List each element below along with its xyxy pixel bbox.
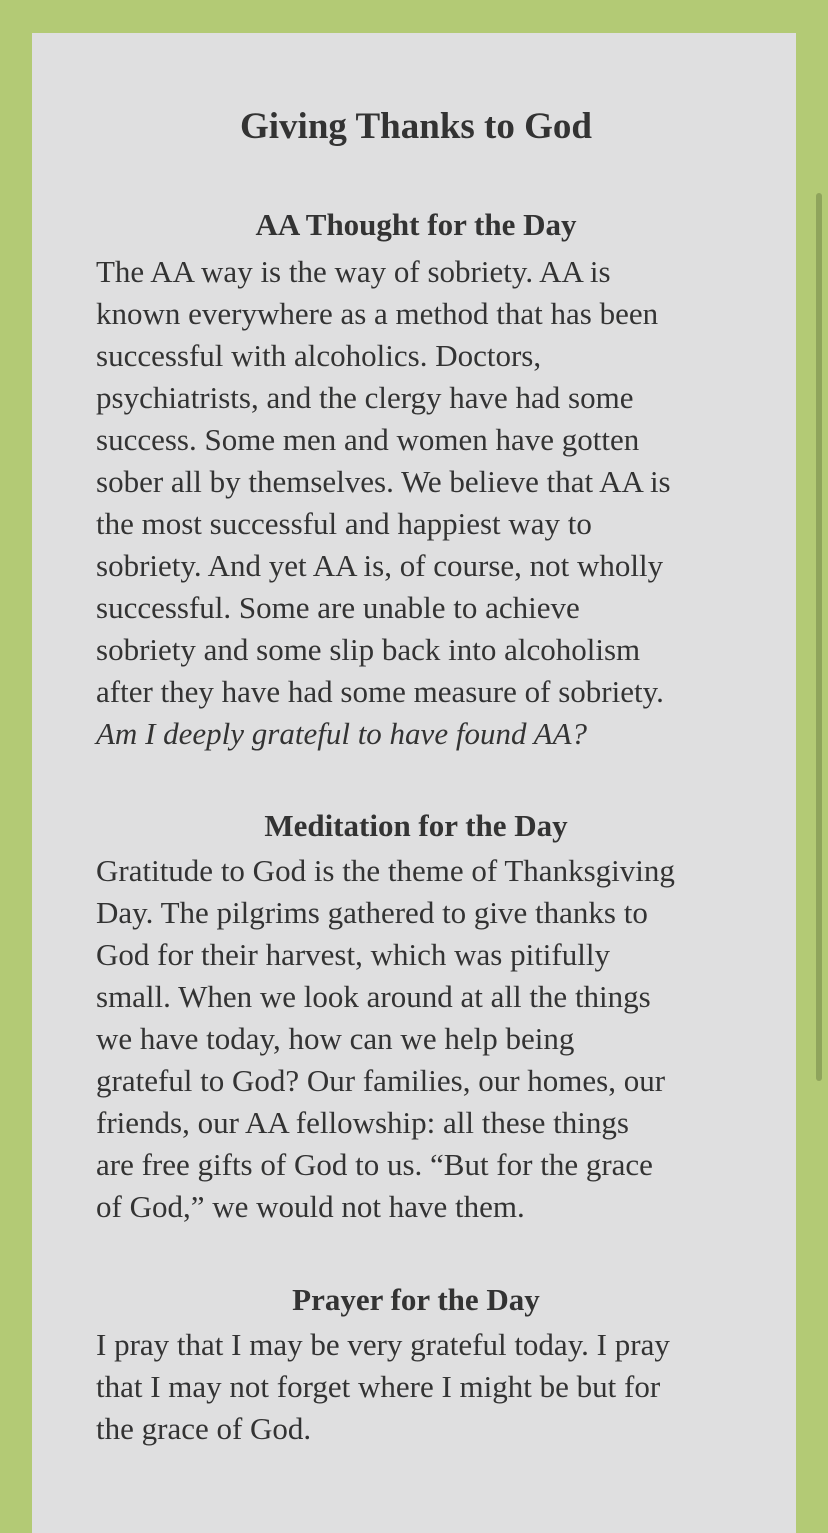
text-line: Gratitude to God is the theme of Thanksgiving — [96, 853, 675, 888]
text-line: I pray that I may be very grateful today. I pray — [96, 1327, 670, 1362]
text-line: small. When we look around at all the things — [96, 979, 651, 1014]
text-line: successful with alcoholics. Doctors, — [96, 338, 542, 373]
section-body-thought — [96, 251, 746, 755]
section-body-meditation — [96, 850, 746, 1228]
page-title: Giving Thanks to God — [240, 106, 592, 147]
reflection-question: Am I deeply grateful to have found AA? — [96, 716, 588, 751]
text-line: that I may not forget where I might be but for — [96, 1369, 661, 1404]
reading-card — [32, 33, 796, 1533]
text-line: sober all by themselves. We believe that AA is — [96, 464, 671, 499]
text-line: the most successful and happiest way to — [96, 506, 592, 541]
text-line: known everywhere as a method that has been — [96, 296, 659, 331]
text-line: successful. Some are unable to achieve — [96, 590, 580, 625]
text-line: we have today, how can we help being — [96, 1021, 575, 1056]
text-line: are free gifts of God to us. “But for the grace — [96, 1147, 653, 1182]
text-line: The AA way is the way of sobriety. AA is — [96, 254, 611, 289]
vertical-scrollbar[interactable] — [816, 193, 822, 1081]
text-line: psychiatrists, and the clergy have had some — [96, 380, 634, 415]
section-heading-prayer: Prayer for the Day — [292, 1282, 540, 1317]
text-line: sobriety. And yet AA is, of course, not wholly — [96, 548, 664, 583]
section-heading-thought: AA Thought for the Day — [255, 207, 577, 242]
text-line: of God,” we would not have them. — [96, 1189, 525, 1224]
text-line: friends, our AA fellowship: all these things — [96, 1105, 629, 1140]
text-line: the grace of God. — [96, 1411, 312, 1446]
text-line: God for their harvest, which was pitifully — [96, 937, 610, 972]
text-line: grateful to God? Our families, our homes, our — [96, 1063, 666, 1098]
section-body-prayer — [96, 1324, 746, 1450]
text-line: success. Some men and women have gotten — [96, 422, 640, 457]
text-line: after they have had some measure of sobriety. — [96, 674, 664, 709]
section-heading-meditation: Meditation for the Day — [264, 808, 568, 843]
text-line: Day. The pilgrims gathered to give thanks to — [96, 895, 648, 930]
text-line: sobriety and some slip back into alcoholism — [96, 632, 641, 667]
